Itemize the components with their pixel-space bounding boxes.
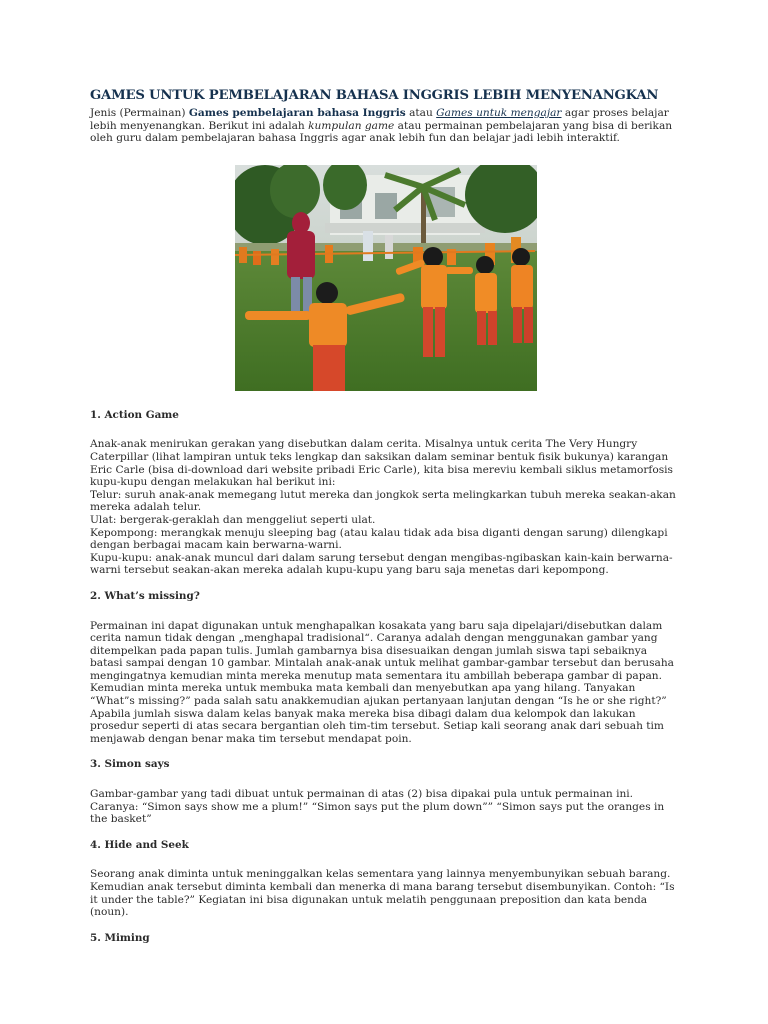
section-hide-and-seek xyxy=(90,839,680,919)
section-whats-missing xyxy=(90,590,680,746)
intro-link[interactable]: Games untuk mengajar xyxy=(436,107,562,119)
intro-italic-term: kumpulan game xyxy=(308,119,395,132)
page-title: GAMES UNTUK PEMBELAJARAN BAHASA INGGRIS LEBIH MENYENANGKAN xyxy=(90,88,659,103)
section-paragraph: Gambar-gambar yang tadi dibuat untuk permainan di atas (2) bisa dipakai pula untuk permainan ini. Caranya: “Simon says show me a plum!” “Simon says put the plum down”” “Simon says put the oranges in the basket” xyxy=(90,788,665,826)
section-heading: 5. Miming xyxy=(90,931,150,944)
section-paragraph: Kepompong: merangkak menuju sleeping bag (atau kalau tidak ada bisa diganti dengan sarung) dilengkapi dengan berbagai macam kain berwarna-warni. xyxy=(90,526,668,552)
section-paragraph: Seorang anak diminta untuk meninggalkan kelas sementara yang lainnya menyembunyikan sebuah barang. Kemudian anak tersebut diminta kembali dan menerka di mana barang tersebut disembunyikan. Contoh: “Is it under the table?” Kegiatan ini bisa digunakan untuk melatih penggunaan preposition dan kata benda (noun). xyxy=(90,868,675,919)
children-photo-image xyxy=(235,165,537,391)
intro-text: Jenis (Permainan) xyxy=(90,107,189,119)
children-photo xyxy=(235,165,537,391)
section-paragraph: Kupu-kupu: anak-anak muncul dari dalam sarung tersebut dengan mengibas-ngibaskan kain-kain berwarna-warni tersebut seakan-akan mereka adalah kupu-kupu yang baru saja menetas dari kepompong. xyxy=(90,551,673,577)
section-miming xyxy=(90,932,680,945)
intro-bold-term: Games pembelajaran bahasa Inggris xyxy=(188,107,406,119)
section-paragraph: Anak-anak menirukan gerakan yang disebutkan dalam cerita. Misalnya untuk cerita The Very Hungry Caterpillar (lihat lampiran untuk teks lengkap dan saksikan dalam seminar bentuk fisik bukunya) karangan Eric Carle (bisa di-download dari website pribadi Eric Carle), kita bisa mereviu kembali siklus metamorfosis kupu-kupu dengan melakukan hal berikut ini: xyxy=(90,438,673,489)
section-simon-says xyxy=(90,758,680,825)
section-paragraph: Permainan ini dapat digunakan untuk menghapalkan kosakata yang baru saja dipelajari/disebutkan dalam cerita namun tidak dengan „menghapal tradisional“. Caranya adalah dengan menggunakan gambar yang ditempelkan pada papan tulis. Jumlah gambarnya bisa disesuaikan dengan jumlah siswa tapi sebaiknya batasi sampai dengan 10 gambar. Mintalah anak-anak untuk melihat gambar-gambar tersebut dan berusaha mengingatnya kemudian minta mereka menutup mata sementara itu ambillah beberapa gambar di papan. Kemudian minta mereka untuk membuka mata kembali dan menyebutkan apa yang hilang. Tanyakan “What”s missing?” pada salah satu anakkemudian ajukan pertanyaan lanjutan dengan “Is he or she right?” Apabila jumlah siswa dalam kelas banyak maka mereka bisa dibagi dalam dua kelompok dan lakukan prosedur seperti di atas secara bergantian oleh tim-tim tersebut. Setiap kali seorang anak dari sebuah tim menjawab dengan benar maka tim tersebut mendapat poin. xyxy=(90,619,674,745)
section-heading: 4. Hide and Seek xyxy=(90,838,189,851)
section-action-game xyxy=(90,409,680,577)
intro-text: atau xyxy=(405,107,437,119)
intro-text: atau permainan pembelajaran yang bisa di berikan oleh guru dalam pembelajaran bahasa Inggris agar anak lebih fun dan belajar jadi lebih interaktif. xyxy=(90,119,673,145)
section-heading: 2. What’s missing? xyxy=(90,589,200,602)
section-paragraph: Telur: suruh anak-anak memegang lutut mereka dan jongkok serta melingkarkan tubuh mereka seakan-akan mereka adalah telur. xyxy=(90,488,676,514)
intro-paragraph xyxy=(90,107,680,145)
section-heading: 3. Simon says xyxy=(90,758,170,771)
document-content xyxy=(90,88,680,944)
section-heading: 1. Action Game xyxy=(90,408,179,421)
section-paragraph: Ulat: bergerak-geraklah dan menggeliut seperti ulat. xyxy=(90,513,376,526)
intro-text: agar proses belajar lebih menyenangkan. Berikut ini adalah xyxy=(90,107,669,132)
